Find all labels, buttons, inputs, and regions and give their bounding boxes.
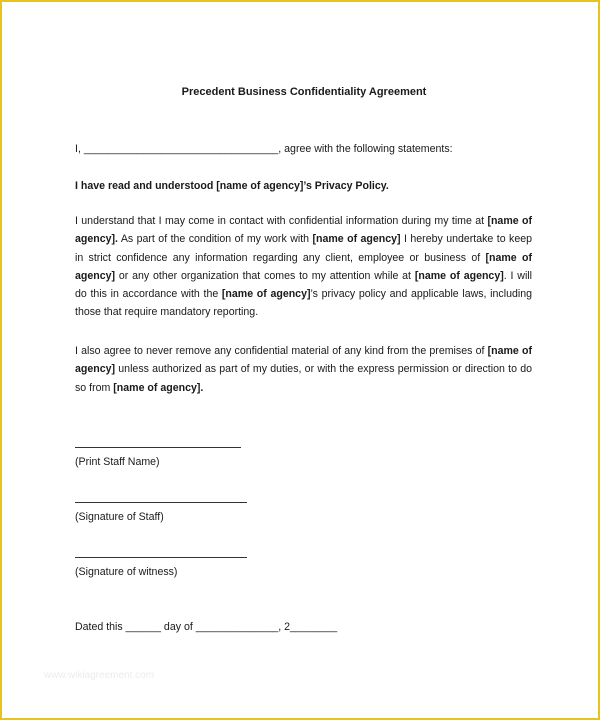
witness-signature-label: (Signature of witness) (75, 566, 178, 578)
intro-name-blank: _________________________________ (83, 143, 279, 155)
para1-agency-4: [name of agency] (414, 269, 504, 282)
witness-signature-line (75, 557, 247, 558)
para1-text-2: As part of the condition of my work with (117, 233, 313, 246)
document-page (2, 2, 598, 718)
document-title: Precedent Business Confidentiality Agreement (181, 86, 427, 98)
staff-signature-label: (Signature of Staff) (75, 511, 164, 523)
dated-line: Dated this ______ day of ______________, 2________ (75, 621, 338, 633)
intro-prefix: I, (75, 143, 84, 155)
print-name-line (75, 447, 241, 448)
para1-text-1: I understand that I may come in contact with confidential information during my time at (75, 215, 488, 227)
para2-agency-1: [name of agency] (75, 345, 532, 376)
para1-text-6: ’s privacy policy and applicable laws, including those that require mandatory reporting. (75, 288, 532, 319)
para1-text-5: . I will do this in accordance with the (75, 269, 533, 301)
paragraph-confidentiality (75, 212, 532, 322)
para1-agency-2: [name of agency] (312, 233, 401, 246)
intro-statement (75, 143, 453, 155)
para1-text-4: or any other organization that comes to my attention while at (115, 269, 415, 282)
watermark: www.wikiagreement.com (44, 670, 155, 681)
para1-text-3: I hereby undertake to keep in strict confidence any information regarding any client, employee or business of (75, 233, 532, 264)
para2-text-1: I also agree to never remove any confidential material of any kind from the premises of (75, 345, 488, 357)
staff-signature-line (75, 502, 247, 503)
para1-agency-3: [name of agency] (75, 251, 532, 282)
para2-text-2: unless authorized as part of my duties, or with the express permission or direction to do so from (75, 363, 532, 394)
intro-suffix: , agree with the following statements: (278, 143, 453, 155)
privacy-policy-heading: I have read and understood [name of agency]’s Privacy Policy. (75, 180, 389, 192)
para1-agency-5: [name of agency] (221, 288, 311, 301)
para2-agency-2: [name of agency]. (113, 381, 204, 394)
paragraph-materials (75, 342, 532, 397)
para1-agency-1: [name of agency]. (75, 215, 532, 246)
print-staff-name-label: (Print Staff Name) (75, 456, 160, 468)
